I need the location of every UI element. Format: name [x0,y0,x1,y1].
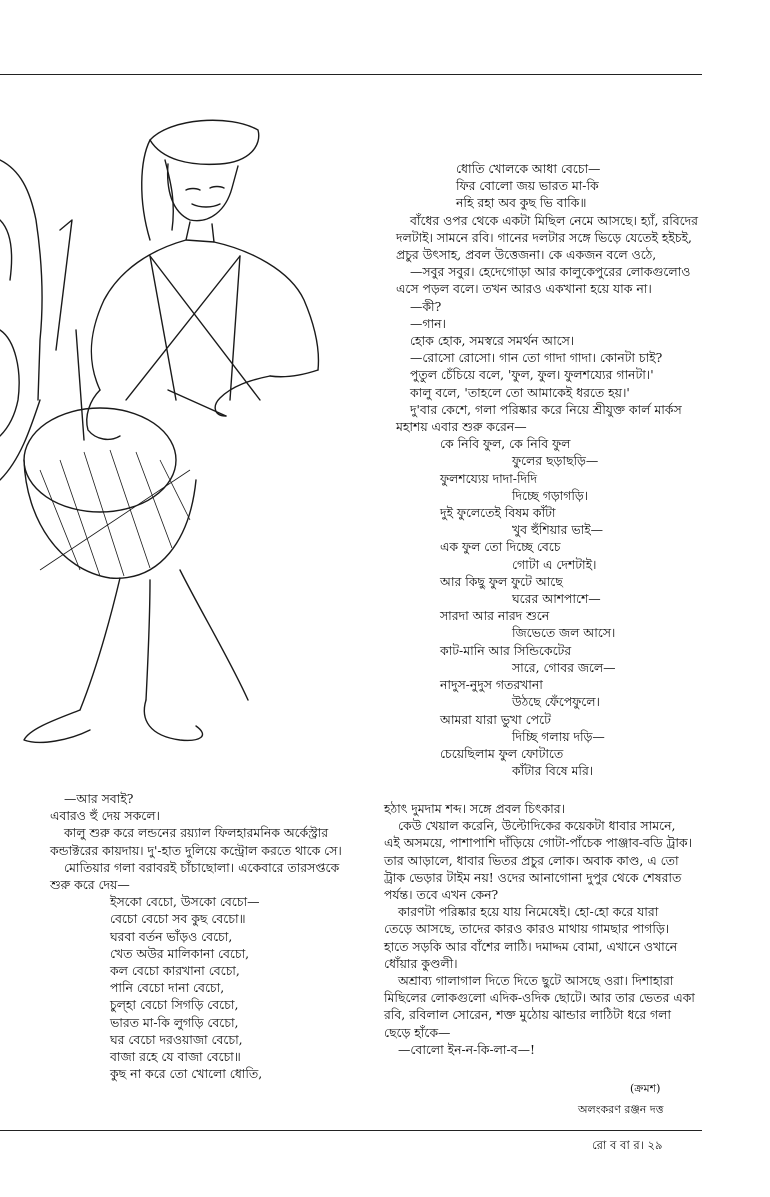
paragraph: অশ্রাব্য গালাগাল দিতে দিতে ছুটে আসছে ওরা। দিশাহারা [398,973,674,989]
paragraph: রবি, রবিলাল সোরেন, শক্ত মুঠোয় ঝান্ডার লাঠিটা ধরে গলা [384,1007,671,1023]
paragraph: দলটাই। সামনে রবি। গানের দলটার সঙ্গে ভিড়ে যেতেই হইচই, [396,229,692,245]
paragraph: কালু বলে, 'তাহলে তো আমাকেই ধরতে হয়।' [410,384,630,400]
illustrator-credit: অলংকরণ রঞ্জন দত্ত [578,1103,664,1116]
paragraph: এবারও হুঁ দেয় সকলে। [50,808,160,824]
paragraph: —রোসো রোসো। গান তো গাদা গাদা। কোনটা চাই? [410,350,663,366]
paragraph: হোক হোক, সমস্বরে সমর্থন আসে। [410,333,575,349]
paragraph: —বোলো ইন-ন-কি-লা-ব—! [398,1041,535,1057]
paragraph: এসে পড়ল বলে। তখন আরও একখানা হয়ে যাক না। [396,281,652,297]
paragraph: কন্ডাক্টরের কায়দায়। দু'-হাত দুলিয়ে কন্ট্রোল করতে থাকে সে। [50,842,342,858]
paragraph: পুতুল চেঁচিয়ে বলে, 'ফুল, ফুল। ফুলশয্যের গানটা।' [410,367,654,383]
poem-line: ফুলের ছড়াছড়ি— [512,453,599,469]
song-line: কুছ না করে তো খোলো ধোতি, [110,1066,263,1082]
song-line: খেত অউর মালিকানা বেচো, [110,945,250,961]
top-rule [0,74,702,75]
poem-line: নাদুস-নুদুস গতরখানা [440,677,543,693]
paragraph: ছেড়ে হাঁকে— [384,1024,451,1040]
story-column-right-top [396,160,716,779]
paragraph: কারণটা পরিষ্কার হয়ে যায় নিমেষেই। হো-হো করে যারা [398,904,659,920]
paragraph: ট্রাক ভেড়ার টাইম নয়! ওদের আনাগোনা দুপুর থেকে শেষরাত [384,869,682,885]
poem-line: সারদা আর নারদ শুনে [440,608,550,624]
poem-line: উঠছে ফেঁপেফুলে। [512,694,600,710]
bottom-rule [0,1130,702,1131]
paragraph: ধোঁয়ার কুণ্ডলী। [384,955,458,971]
poem-line: দুই ফুলেতেই বিষম কাঁটা [440,505,556,521]
paragraph: —গান। [410,315,446,331]
paragraph: —সবুর সবুর। হেদেগোড়া আর কালুকেপুরের লোকগুলোও [410,264,691,280]
page-footer: রো ব বা র। ২৯ [592,1138,663,1152]
paragraph: শুরু করে দেয়— [50,877,130,893]
poem-line: কাঁটার বিষে মরি। [512,763,594,779]
poem-line: চেয়েছিলাম ফুল ফোটাতে [440,745,564,761]
paragraph: —আর সবাই? [64,791,134,806]
paragraph: প্রচুর উৎসাহ, প্রবল উত্তেজনা। কে একজন বলে ওঠে, [396,247,657,263]
serial-note: (ক্রমশ) [630,1082,661,1095]
poem-line: জিভেতে জল আসে। [512,625,616,641]
poem-line: দিচ্ছে গড়াগড়ি। [512,487,589,503]
paragraph: কেউ খেয়াল করেনি, উল্টোদিকের কয়েকটা ধাবার সামনে, [398,818,676,834]
poem-line: ঘরের আশপাশে— [512,591,601,607]
song-line: ঘরবা বর্তন ভাঁড়ও বেচো, [110,928,233,944]
poem-line: গোটা এ দেশটাই। [512,556,597,572]
song-line: ফির বোলো জয় ভারত মা-কি [456,178,599,194]
paragraph: দু'বার কেশে, গলা পরিষ্কার করে নিয়ে শ্রীযুক্ত কার্ল মার্কস [410,401,682,417]
paragraph: কালু শুরু করে লন্ডনের রয়্যাল ফিলহারমনিক অর্কেস্ট্রার [64,825,329,841]
song-line: পানি বেচো দানা বেচো, [110,980,225,996]
story-column-left-bottom [50,790,370,1082]
song-line: নহি রহা অব কুছ ভি বাকি॥ [456,195,587,211]
poem-line: কে নিবি ফুল, কে নিবি ফুল [440,436,571,452]
paragraph: মোতিয়ার গলা বরাবরই চাঁচাছোলা। একেবারে তারসপ্তকে [64,859,340,875]
paragraph: হঠাৎ দুমদাম শব্দ। সঙ্গে প্রবল চিৎকার। [384,801,565,816]
poem-line: আর কিছু ফুল ফুটে আছে [440,573,563,589]
paragraph: মহাশয় এবার শুরু করেন— [396,419,527,435]
poem-line: খুব হুঁশিয়ার ভাই— [512,522,604,538]
song-line: বাজা রহে যে বাজা বেচো॥ [110,1049,241,1065]
poem-line: দিচ্ছি গলায় দড়ি— [512,728,605,744]
poem-line: সারে, গোবর জলে— [512,659,616,675]
paragraph: —কী? [410,298,442,314]
poem-line: আমরা যারা ভুখা পেটে [440,711,551,727]
song-line: চুল্হা বেচো সিগড়ি বেচো, [110,997,239,1013]
song-line: ভারত মা-কি লুগড়ি বেচো, [110,1014,239,1030]
paragraph: মিছিলের লোকগুলো এদিক-ওদিক ছোটে। আর তার ভেতর একা [384,990,695,1006]
song-line: ঘর বেচো দরওয়াজা বেচো, [110,1031,243,1047]
song-line: বেচো বেচো সব কুছ বেচো॥ [110,911,246,927]
paragraph: হাতে সড়কি আর বাঁশের লাঠি। দমাদ্দম বোমা, এখানে ওখানে [384,938,678,954]
song-line: ইসকো বেচো, উসকো বেচো— [110,894,260,910]
drummer-illustration [0,100,380,760]
paragraph: এই অসময়ে, পাশাপাশি দাঁড়িয়ে গোটা-পাঁচেক পাঞ্জাব-বডি ট্রাক। [384,835,693,851]
story-column-right-bottom [384,800,714,1058]
poem-line: এক ফুল তো দিচ্ছে বেচে [440,539,561,555]
paragraph: বাঁধের ওপর থেকে একটা মিছিল নেমে আসছে। হ্যাঁ, রবিদের [410,212,698,228]
song-line: ধোতি খোলকে আধা বেচো— [456,161,601,176]
paragraph: পর্যন্ত। তবে এখন কেন? [384,887,499,903]
song-line: কল বেচো কারখানা বেচো, [110,963,240,979]
poem-line: কাট-মানি আর সিন্ডিকেটের [440,642,572,658]
paragraph: তেড়ে আসছে, তাদের কারও কারও মাথায় গামছার পাগড়ি। [384,921,670,937]
poem-line: ফুলশয্যেয় দাদা-দিদি [440,470,538,486]
paragraph: তার আড়ালে, ধাবার ভিতর প্রচুর লোক। অবাক কাণ্ড, এ তো [384,852,679,868]
